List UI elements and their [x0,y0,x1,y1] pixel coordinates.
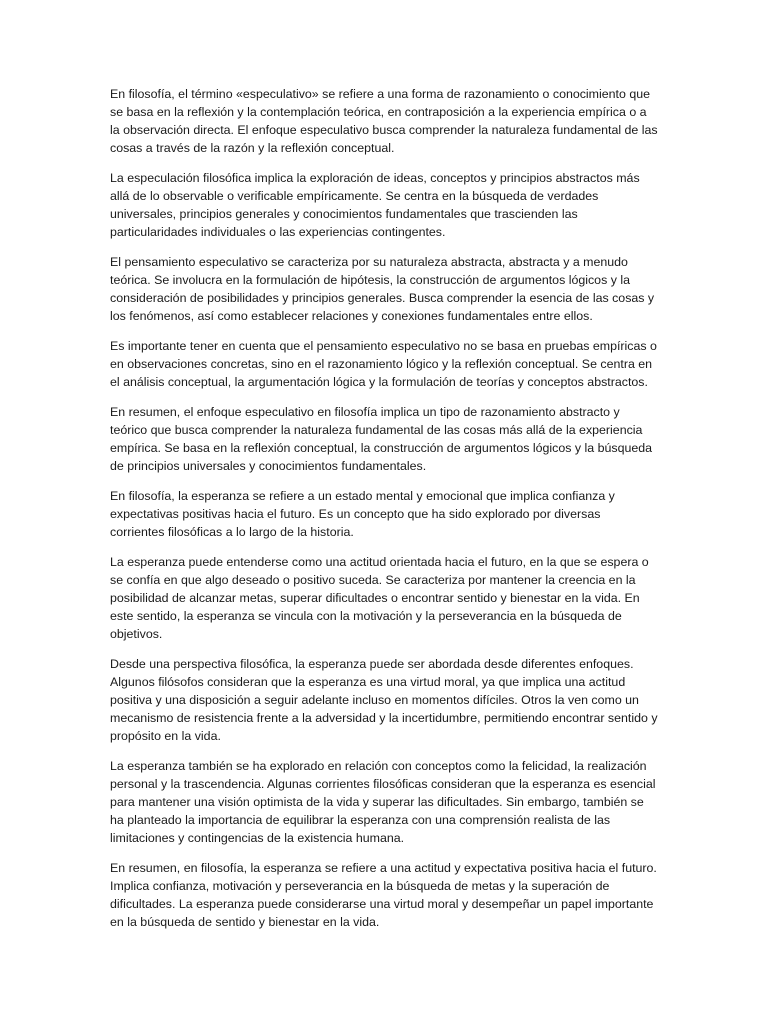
paragraph-especulacion-filosofica: La especulación filosófica implica la exploración de ideas, conceptos y principios abstractos más allá de lo observable o verificable empíricamente. Se centra en la búsqueda de verdades universales, principios generales y conocimientos fundamentales que trascienden las particularidades individuales o las experiencias contingentes. [110,171,640,239]
paragraph-resumen-esperanza: En resumen, en filosofía, la esperanza se refiere a una actitud y expectativa positiva hacia el futuro. Implica confianza, motivación y perseverancia en la búsqueda de metas y la superación de dificultades. La esperanza puede considerarse una virtud moral y desempeñar un papel importante en la búsqueda de sentido y bienestar en la vida. [110,861,657,929]
paragraph-resumen-especulativo: En resumen, el enfoque especulativo en filosofía implica un tipo de razonamiento abstracto y teórico que busca comprender la naturaleza fundamental de las cosas más allá de la experiencia empírica. Se basa en la reflexión conceptual, la construcción de argumentos lógicos y la búsqueda de principios universales y conocimientos fundamentales. [110,405,653,473]
paragraph-esperanza-definicion: En filosofía, la esperanza se refiere a un estado mental y emocional que implica confianza y expectativas positivas hacia el futuro. Es un concepto que ha sido explorado por diversas corrientes filosóficas a lo largo de la historia. [110,489,615,539]
paragraph-esperanza-conceptos: La esperanza también se ha explorado en relación con conceptos como la felicidad, la realización personal y la trascendencia. Algunas corrientes filosóficas consideran que la esperanza es esencial para mantener una visión optimista de la vida y superar las dificultades. Sin embargo, también se ha planteado la importancia de equilibrar la esperanza con una comprensión realista de las limitaciones y contingencias de la existencia humana. [110,759,656,845]
paragraph-esperanza-actitud: La esperanza puede entenderse como una actitud orientada hacia el futuro, en la que se espera o se confía en que algo deseado o positivo suceda. Se caracteriza por mantener la creencia en la posibilidad de alcanzar metas, superar dificultades o encontrar sentido y bienestar en la vida. En este sentido, la esperanza se vincula con la motivación y la perseverancia en la búsqueda de objetivos. [110,555,649,641]
paragraph-no-empirico: Es importante tener en cuenta que el pensamiento especulativo no se basa en pruebas empíricas o en observaciones concretas, sino en el razonamiento lógico y la reflexión conceptual. Se centra en el análisis conceptual, la argumentación lógica y la formulación de teorías y conceptos abstractos. [110,339,657,389]
paragraph-esperanza-perspectiva: Desde una perspectiva filosófica, la esperanza puede ser abordada desde diferentes enfoques. Algunos filósofos consideran que la esperanza es una virtud moral, ya que implica una actitud positiva y una disposición a seguir adelante incluso en momentos difíciles. Otros la ven como un mecanismo de resistencia frente a la adversidad y la incertidumbre, permitiendo encontrar sentido y propósito en la vida. [110,657,658,743]
paragraph-pensamiento-especulativo: El pensamiento especulativo se caracteriza por su naturaleza abstracta, abstracta y a menudo teórica. Se involucra en la formulación de hipótesis, la construcción de argumentos lógicos y la consideración de posibilidades y principios generales. Busca comprender la esencia de las cosas y los fenómenos, así como establecer relaciones y conexiones fundamentales entre ellos. [110,255,655,323]
paragraph-especulativo-definicion: En filosofía, el término «especulativo» se refiere a una forma de razonamiento o conocimiento que se basa en la reflexión y la contemplación teórica, en contraposición a la experiencia empírica o a la observación directa. El enfoque especulativo busca comprender la naturaleza fundamental de las cosas a través de la razón y la reflexión conceptual. [110,87,658,155]
document-body [110,85,658,943]
